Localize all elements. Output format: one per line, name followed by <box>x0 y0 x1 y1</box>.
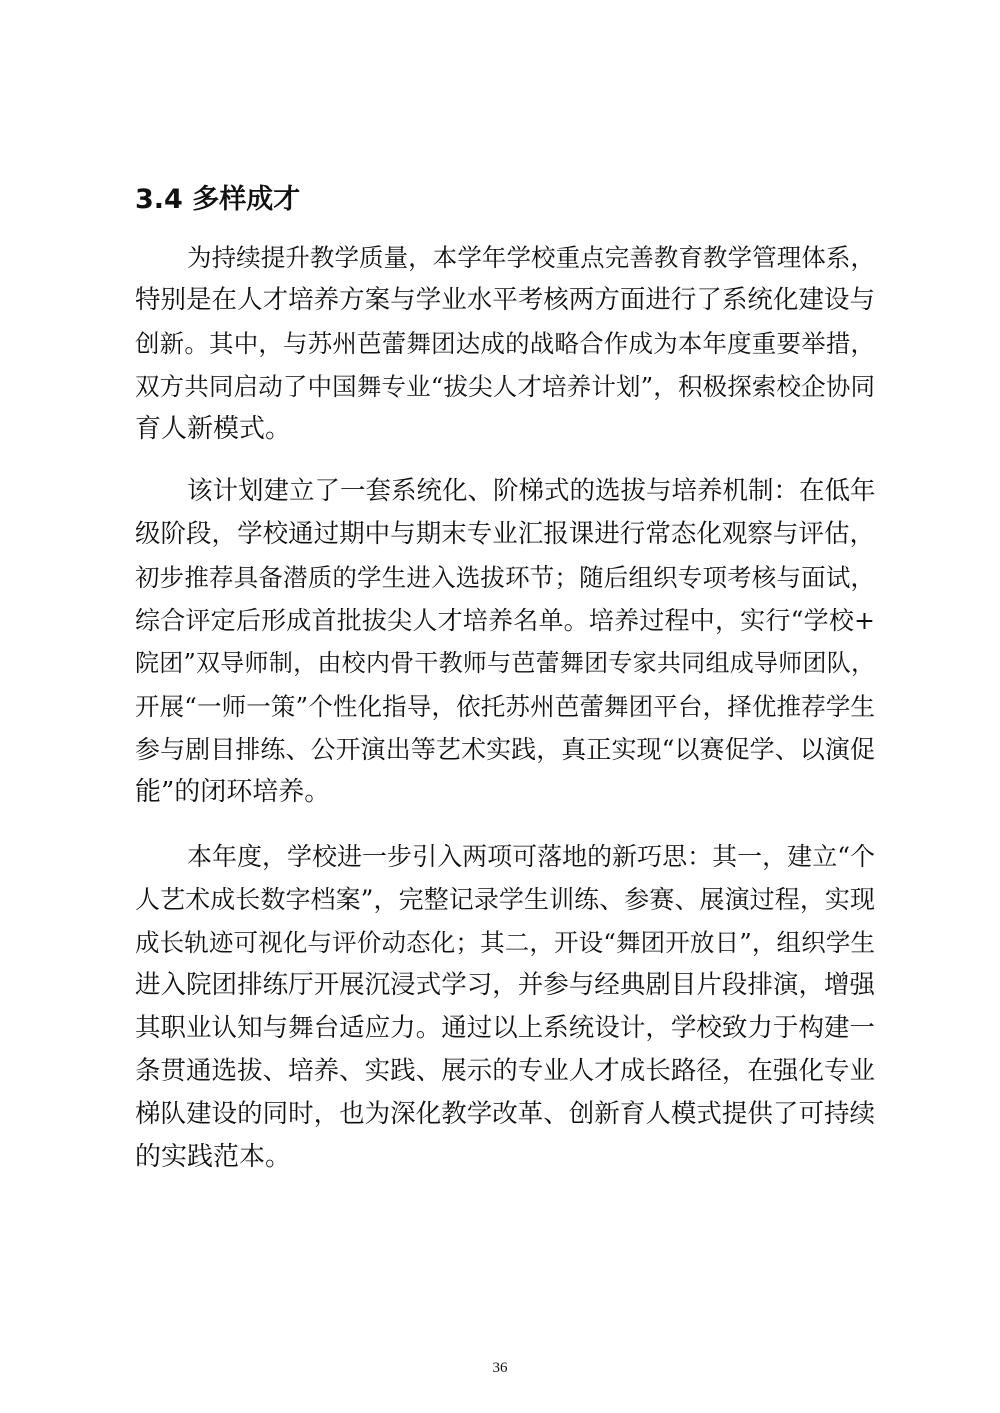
paragraph-line: 进入院团排练厅开展沉浸式学习，并参与经典剧目片段排演，增强 <box>135 970 875 1000</box>
paragraph-line: 级阶段，学校通过期中与期末专业汇报课进行常态化观察与评估， <box>135 519 875 549</box>
paragraph-line: 该计划建立了一套系统化、阶梯式的选拔与培养机制：在低年 <box>187 476 876 506</box>
paragraph-line: 院团”双导师制，由校内骨干教师与芭蕾舞团专家共同组成导师团队， <box>135 649 875 677</box>
paragraph-line: 的实践范本。 <box>135 1142 292 1172</box>
paragraph-line: 人艺术成长数字档案”，完整记录学生训练、参赛、展演过程，实现 <box>135 885 875 914</box>
paragraph-line: 为持续提升教学质量，本学年学校重点完善教育教学管理体系， <box>187 243 875 272</box>
paragraph-line: 双方共同启动了中国舞专业“拔尖人才培养计划”，积极探索校企协同 <box>135 372 875 401</box>
paragraph-line: 本年度，学校进一步引入两项可落地的新巧思：其一，建立“个 <box>187 842 875 871</box>
paragraph-3 <box>135 835 875 1179</box>
page-number: 36 <box>492 1360 508 1376</box>
paragraph-line: 其职业认知与舞台适应力。通过以上系统设计，学校致力于构建一 <box>135 1013 875 1043</box>
paragraph-line: 能”的闭环培养。 <box>135 777 331 807</box>
paragraph-line: 特别是在人才培养方案与学业水平考核两方面进行了系统化建设与 <box>135 285 875 315</box>
paragraph-line: 创新。其中，与苏州芭蕾舞团达成的战略合作成为本年度重要举措， <box>135 329 875 358</box>
section-heading: 3.4 多样成才 <box>135 184 301 215</box>
paragraph-line: 综合评定后形成首批拔尖人才培养名单。培养过程中，实行“学校+ <box>135 606 875 635</box>
paragraph-1 <box>135 236 875 451</box>
paragraph-line: 参与剧目排练、公开演出等艺术实践，真正实现“以赛促学、以演促 <box>135 735 875 764</box>
paragraph-line: 条贯通选拔、培养、实践、展示的专业人才成长路径，在强化专业 <box>135 1056 875 1086</box>
paragraph-line: 成长轨迹可视化与评价动态化；其二，开设“舞团开放日”，组织学生 <box>135 928 875 957</box>
paragraph-line: 梯队建设的同时，也为深化教学改革、创新育人模式提供了可持续 <box>135 1099 875 1129</box>
paragraph-line: 初步推荐具备潜质的学生进入选拔环节；随后组织专项考核与面试， <box>135 563 875 592</box>
paragraph-line: 育人新模式。 <box>135 414 292 444</box>
paragraph-line: 开展“一师一策”个性化指导，依托苏州芭蕾舞团平台，择优推荐学生 <box>135 692 875 721</box>
paragraph-2 <box>135 470 875 814</box>
